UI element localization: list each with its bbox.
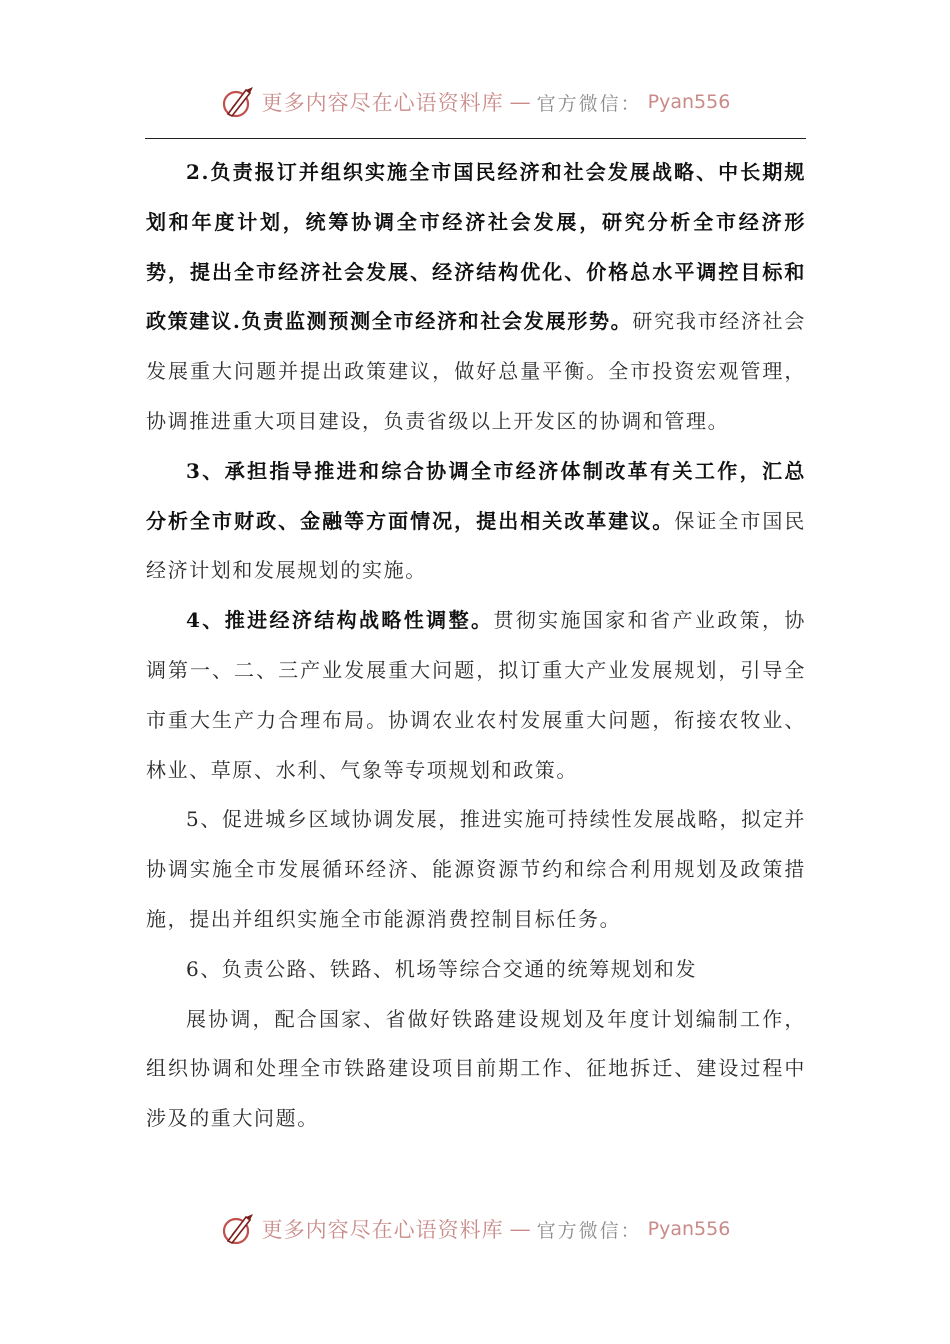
paragraph-2-normal: 研究我市经济社会发展重大问题并提出政策建议，做好总量平衡。全市投资宏观管理，协调推进重大项目建设，负责省级以上开发区的协调和管理。 (146, 309, 806, 433)
paragraph-5 (146, 795, 806, 944)
document-body (146, 148, 806, 1144)
header-divider (145, 138, 806, 139)
paragraph-2-bold: 2.负责报订并组织实施全市国民经济和社会发展战略、中长期规划和年度计划，统筹协调全市经济社会发展，研究分析全市经济形势，提出全市经济社会发展、经济结构优化、价格总水平调控目标和政策建议.负责监测预测全市经济和社会发展形势。 (146, 160, 806, 334)
footer-banner (0, 1207, 950, 1251)
footer-brand-text: 更多内容尽在心语资料库 (261, 1218, 504, 1242)
paragraph-3 (146, 447, 806, 596)
paragraph-3-bold: 3、承担指导推进和综合协调全市经济体制改革有关工作，汇总分析全市财政、金融等方面情况，提出相关改革建议。 (146, 458, 806, 533)
quill-pen-logo-icon (220, 84, 256, 120)
paragraph-6-line1-text: 6、负责公路、铁路、机场等综合交通的统筹规划和发 (186, 956, 698, 981)
banner-wechat-id: Pyan556 (647, 91, 731, 113)
footer-dash: — (509, 1217, 531, 1241)
paragraph-2 (146, 148, 806, 447)
paragraph-4-normal: 贯彻实施国家和省产业政策，协调第一、二、三产业发展重大问题，拟订重大产业发展规划，引导全市重大生产力合理布局。协调农业农村发展重大问题，衔接农牧业、林业、草原、水利、气象等专项规划和政策。 (146, 608, 806, 782)
footer-official-label: 官方微信： (536, 1219, 642, 1242)
header-banner (0, 80, 950, 124)
paragraph-6-line1 (146, 945, 806, 995)
banner-brand-text: 更多内容尽在心语资料库 (261, 91, 504, 115)
banner-official-label: 官方微信： (536, 92, 642, 115)
footer-wechat-id: Pyan556 (647, 1218, 731, 1240)
paragraph-3-normal: 保证全市国民经济计划和发展规划的实施。 (146, 508, 806, 583)
paragraph-5-text: 5、促进城乡区域协调发展，推进实施可持续性发展战略，拟定并协调实施全市发展循环经济、能源资源节约和综合利用规划及政策措施，提出并组织实施全市能源消费控制目标任务。 (146, 807, 806, 931)
quill-pen-logo-icon (220, 1211, 256, 1247)
paragraph-4-bold: 4、推进经济结构战略性调整。 (186, 608, 494, 633)
banner-dash: — (509, 90, 531, 114)
paragraph-4 (146, 596, 806, 795)
paragraph-6-line2-text: 展协调，配合国家、省做好铁路建设规划及年度计划编制工作，组织协调和处理全市铁路建设项目前期工作、征地拆迁、建设过程中涉及的重大问题。 (146, 1006, 806, 1131)
paragraph-6-line2 (146, 995, 806, 1144)
